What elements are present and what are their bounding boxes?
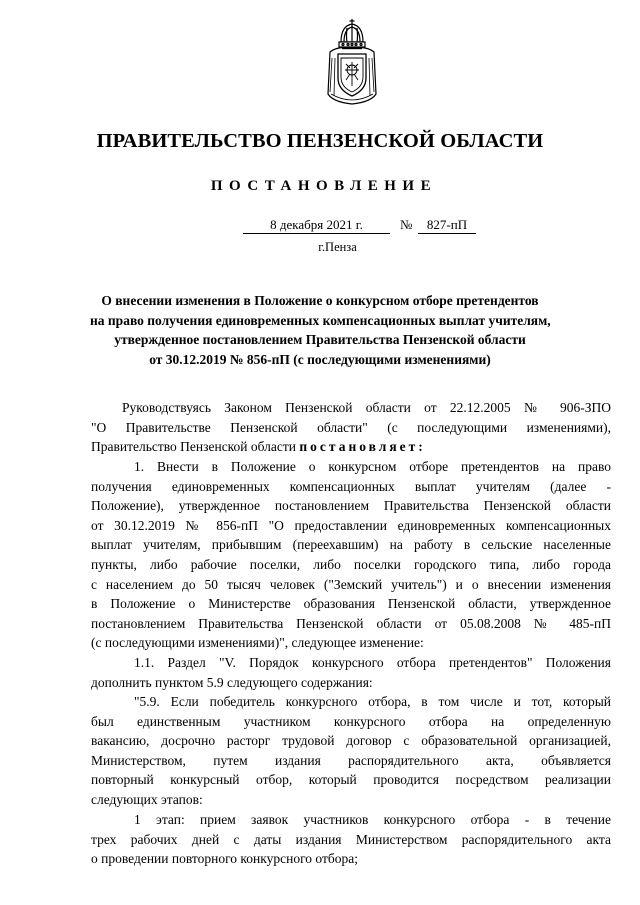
decree-date: 8 декабря 2021 г. [243,217,390,234]
subject-line: О внесении изменения в Положение о конкурсном отборе претендентов [101,293,539,308]
text-line: трех рабочих дней с даты издания Министерством распорядительного акта [91,831,611,847]
subject-line: на право получения единовременных компенсационных выплат учителям, [90,312,551,328]
coat-of-arms-emblem [327,18,377,108]
paragraph-clause-5-9 [91,692,611,810]
paragraph-preamble [91,398,611,457]
text-line: повторный конкурсный отбор, который проводится посредством реализации [91,772,611,788]
text-line: 1. Внести в Положение о конкурсном отборе претендентов на право [134,459,611,474]
document-type: ПОСТАНОВЛЕНИЕ [210,178,438,194]
decree-number: 827-пП [418,217,476,234]
text-line: Положение), утвержденное постановлением Правительства Пензенской области [91,498,611,514]
text-line-prefix: Правительство Пензенской области [91,439,300,455]
text-line: постановлением Правительства Пензенской области от 05.08.2008 № 485-пП [91,615,611,631]
text-line: с населением до 50 тысяч человек ("Земский учитель") и о внесении изменения [91,576,611,592]
text-line: (с последующими изменениями)", следующее изменение: [91,635,424,651]
text-line: Руководствуясь Законом Пензенской области от 22.12.2005 № 906-ЗПО [122,400,611,415]
text-line: Министерством, путем издания распорядительного акта, объявляется [91,752,611,768]
text-line: был единственным участником конкурсного отбора на определенную [91,713,611,729]
text-line [91,437,611,457]
government-title: ПРАВИТЕЛЬСТВО ПЕНЗЕНСКОЙ ОБЛАСТИ [96,130,544,152]
text-line: от 30.12.2019 № 856-пП "О предоставлении единовременных компенсационных [91,517,611,533]
text-line: дополнить пунктом 5.9 следующего содержания: [91,674,373,690]
decision-word: постановляет: [299,439,426,455]
subject-line: утвержденное постановлением Правительства Пензенской области [114,332,526,348]
text-line: о проведении повторного конкурсного отбора; [91,851,358,867]
city: г.Пенза [318,240,357,254]
text-line: 1.1. Раздел "V. Порядок конкурсного отбора претендентов" Положения [134,655,611,670]
paragraph-item-1-1 [91,653,611,692]
text-line: пункты, либо рабочие поселки, либо поселки городского типа, либо города [91,556,611,572]
text-line: 1 этап: прием заявок участников конкурсного отбора - в течение [134,812,611,827]
text-line: следующих этапов: [91,791,203,807]
text-line: "О Правительстве Пензенской области" (с последующими изменениями), [91,419,611,435]
number-sign: № [400,217,413,232]
text-line: в Положение о Министерстве образования Пензенской области, утвержденное [91,596,611,612]
paragraph-item-1 [91,457,611,653]
text-line: выплат учителям, прибывшим (переехавшим) на работу в сельские населенные [91,537,611,553]
text-line: получения единовременных компенсационных выплат учителям (далее - [91,478,611,494]
text-line: "5.9. Если победитель конкурсного отбора, в том числе и тот, который [134,694,611,709]
decree-subject [90,291,550,370]
subject-line: от 30.12.2019 № 856-пП (с последующими изменениями) [149,352,491,368]
paragraph-stage-1 [91,810,611,869]
text-line: вакансию, досрочно расторг трудовой договор с образовательной организацией, [91,733,611,749]
